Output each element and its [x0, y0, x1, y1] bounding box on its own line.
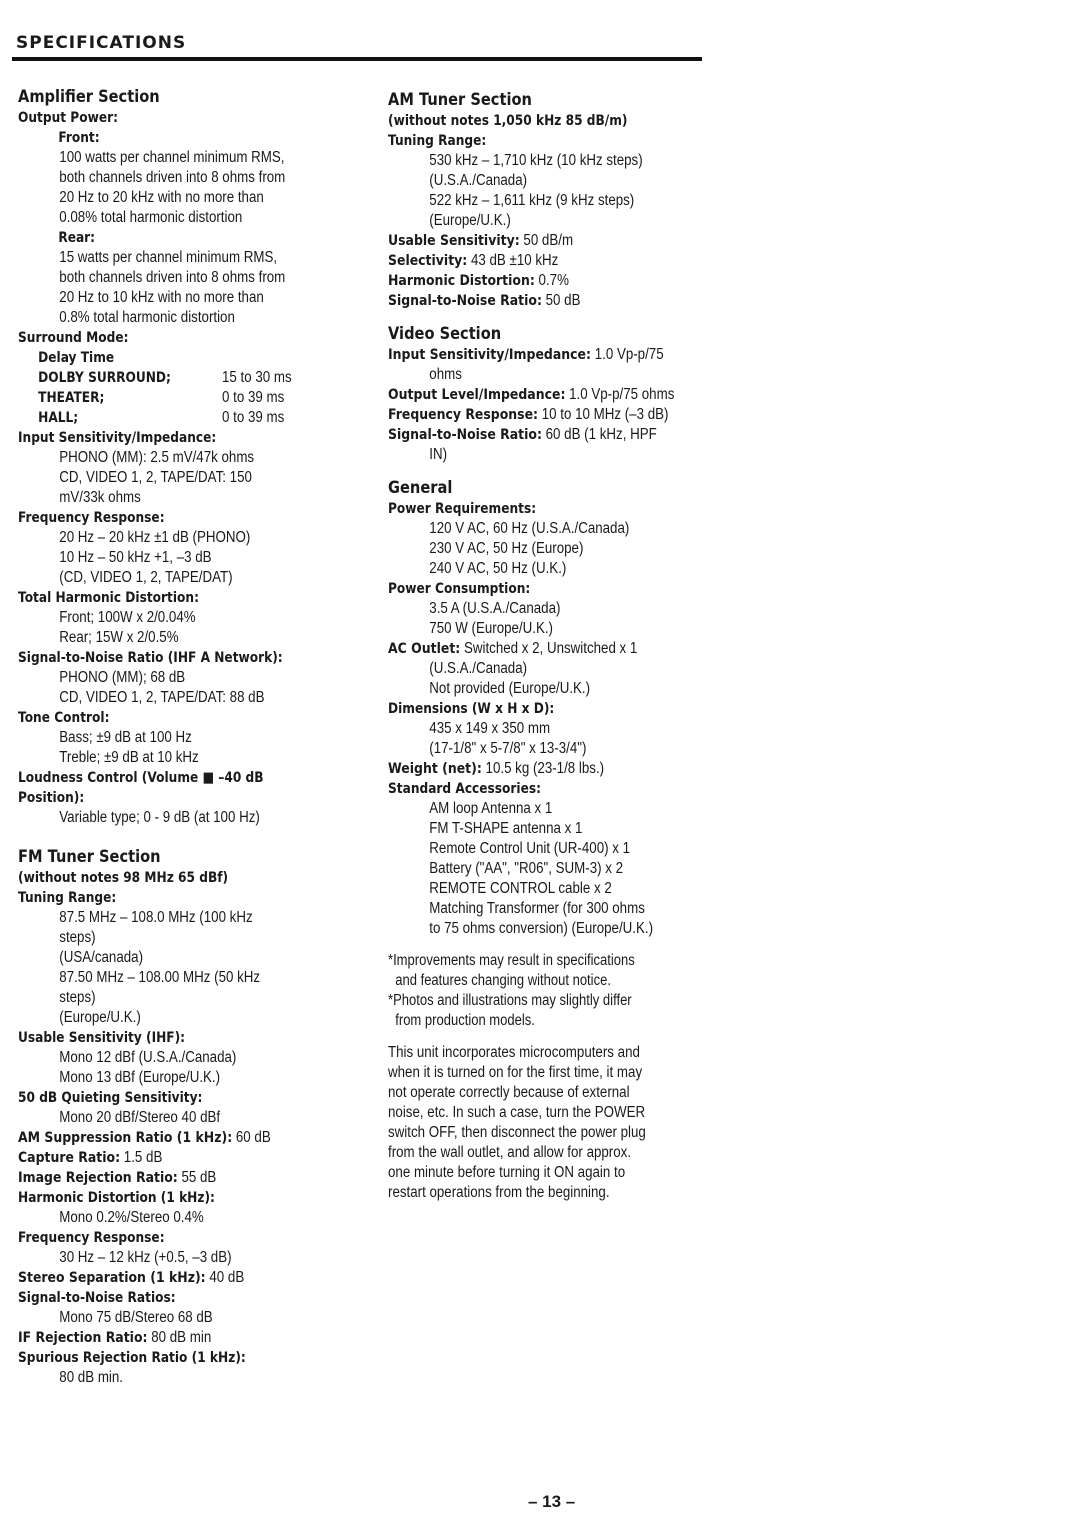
tuning-line: steps): [59, 929, 96, 946]
input-sensitivity-label: Input Sensitivity/Impedance:: [18, 430, 217, 446]
spurious-line: 80 dB min.: [59, 1369, 124, 1386]
input-line: PHONO (MM): 2.5 mV/47k ohms: [59, 449, 255, 466]
tuning-line: 87.5 MHz – 108.0 MHz (100 kHz: [59, 909, 253, 926]
surround-mode-row: [18, 368, 363, 388]
video-input-label: Input Sensitivity/Impedance:: [388, 347, 592, 363]
power-cons-line: 750 W (Europe/U.K.): [429, 620, 553, 637]
mode-value: 0 to 39 ms: [222, 409, 285, 426]
tuning-range-label: Tuning Range:: [18, 890, 117, 906]
am-usable-value: 50 dB/m: [519, 232, 574, 249]
loudness-control-label: Loudness Control (Volume ■ –40 dB: [18, 770, 264, 786]
selectivity-row: [388, 251, 672, 271]
left-column: [18, 86, 363, 1388]
paragraph-line: when it is turned on for the first time, it may: [388, 1064, 643, 1081]
thd-label: Total Harmonic Distortion:: [18, 590, 199, 606]
rear-line: 0.8% total harmonic distortion: [59, 309, 235, 326]
capture-ratio-row: [18, 1148, 315, 1168]
fm-section-title: FM Tuner Section: [18, 847, 161, 867]
page-number: – 13 –: [528, 1492, 576, 1511]
output-power-label: Output Power:: [18, 110, 118, 126]
am-snr-value: 50 dB: [541, 292, 581, 309]
loudness-line: Variable type; 0 - 9 dB (at 100 Hz): [59, 809, 260, 826]
tone-line: Bass; ±9 dB at 100 Hz: [59, 729, 192, 746]
tone-line: Treble; ±9 dB at 10 kHz: [59, 749, 199, 766]
image-rejection-value: 55 dB: [177, 1169, 217, 1186]
thd-line: Rear; 15W x 2/0.5%: [59, 629, 179, 646]
am-usable-label: Usable Sensitivity:: [388, 233, 520, 249]
video-input-value: 1.0 Vp-p/75: [591, 346, 664, 363]
hd-line: Mono 0.2%/Stereo 0.4%: [59, 1209, 204, 1226]
paragraph-line: switch OFF, then disconnect the power plug: [388, 1124, 646, 1141]
selectivity-label: Selectivity:: [388, 253, 468, 269]
am-tuning-line: 530 kHz – 1,710 kHz (10 kHz steps): [429, 152, 643, 169]
mode-value: 15 to 30 ms: [222, 369, 292, 386]
power-req-line: 120 V AC, 60 Hz (U.S.A./Canada): [429, 520, 630, 537]
note-line: and features changing without notice.: [388, 972, 611, 989]
power-req-line: 230 V AC, 50 Hz (Europe): [429, 540, 584, 557]
am-note: (without notes 1,050 kHz 85 dB/m): [388, 113, 628, 129]
if-rejection-label: IF Rejection Ratio:: [18, 1330, 148, 1346]
am-snr-label: Signal-to-Noise Ratio:: [388, 293, 542, 309]
delay-time-label: Delay Time: [38, 350, 115, 366]
fm-frequency-response-label: Frequency Response:: [18, 1230, 165, 1246]
stereo-separation-value: 40 dB: [205, 1269, 245, 1286]
am-hd-value: 0.7%: [534, 272, 569, 289]
ac-line: Not provided (Europe/U.K.): [429, 680, 591, 697]
usable-line: Mono 13 dBf (Europe/U.K.): [59, 1069, 221, 1086]
tuning-line: (Europe/U.K.): [59, 1009, 141, 1026]
if-rejection-row: [18, 1328, 315, 1348]
fm-snr-label: Signal-to-Noise Ratios:: [18, 1290, 176, 1306]
video-freq-label: Frequency Response:: [388, 407, 539, 423]
accessory-line: REMOTE CONTROL cable x 2: [429, 880, 612, 897]
weight-value: 10.5 kg (23-1/8 lbs.): [481, 760, 605, 777]
tuning-line: steps): [59, 989, 96, 1006]
front-line: 0.08% total harmonic distortion: [59, 209, 243, 226]
accessory-line: Matching Transformer (for 300 ohms: [429, 900, 645, 917]
dim-line: (17-1/8" x 5-7/8" x 13-3/4"): [429, 740, 587, 757]
ac-line: (U.S.A./Canada): [429, 660, 528, 677]
note-line: *Photos and illustrations may slightly differ: [388, 992, 632, 1009]
video-snr-label: Signal-to-Noise Ratio:: [388, 427, 542, 443]
video-output-row: [388, 385, 675, 405]
fm-fr-line: 30 Hz – 12 kHz (+0.5, –3 dB): [59, 1249, 232, 1266]
video-snr-value: 60 dB (1 kHz, HPF: [541, 426, 657, 443]
front-label: Front:: [58, 130, 100, 146]
fm-tuner-section: [18, 846, 363, 1388]
am-tuning-line: (Europe/U.K.): [429, 212, 511, 229]
am-suppression-value: 60 dB: [232, 1129, 271, 1146]
harmonic-distortion-label: Harmonic Distortion (1 kHz):: [18, 1190, 215, 1206]
video-section-title: Video Section: [388, 324, 502, 344]
video-freq-value: 10 to 10 MHz (–3 dB): [538, 406, 669, 423]
video-section: [388, 323, 718, 465]
quieting-line: Mono 20 dBf/Stereo 40 dBf: [59, 1109, 221, 1126]
video-freq-row: [388, 405, 672, 425]
am-hd-label: Harmonic Distortion:: [388, 273, 535, 289]
paragraph-line: This unit incorporates microcomputers and: [388, 1044, 640, 1061]
power-consumption-label: Power Consumption:: [388, 581, 531, 597]
tone-control-label: Tone Control:: [18, 710, 110, 726]
am-snr-row: [388, 291, 672, 311]
paragraph-line: not operate correctly because of external: [388, 1084, 630, 1101]
front-line: 20 Hz to 20 kHz with no more than: [59, 189, 264, 206]
accessory-line: to 75 ohms conversion) (Europe/U.K.): [429, 920, 654, 937]
mode-value: 0 to 39 ms: [222, 389, 285, 406]
am-tuner-section: [388, 89, 718, 311]
freq-line: 10 Hz – 50 kHz +1, –3 dB: [59, 549, 212, 566]
image-rejection-row: [18, 1168, 315, 1188]
dimensions-label: Dimensions (W x H x D):: [388, 701, 555, 717]
accessory-line: Remote Control Unit (UR-400) x 1: [429, 840, 631, 857]
usable-sensitivity-label: Usable Sensitivity (IHF):: [18, 1030, 186, 1046]
spurious-rejection-label: Spurious Rejection Ratio (1 kHz):: [18, 1350, 246, 1366]
video-output-value: 1.0 Vp-p/75 ohms: [565, 386, 675, 403]
video-snr-cont: IN): [429, 446, 448, 463]
thd-line: Front; 100W x 2/0.04%: [59, 609, 196, 626]
rear-line: both channels driven into 8 ohms from: [59, 269, 286, 286]
accessory-line: AM loop Antenna x 1: [429, 800, 553, 817]
rear-line: 20 Hz to 10 kHz with no more than: [59, 289, 264, 306]
general-section-title: General: [388, 478, 453, 498]
image-rejection-label: Image Rejection Ratio:: [18, 1170, 178, 1186]
general-section: [388, 477, 718, 939]
am-section-title: AM Tuner Section: [388, 90, 532, 110]
freq-line: (CD, VIDEO 1, 2, TAPE/DAT): [59, 569, 233, 586]
surround-mode-row: [18, 408, 363, 428]
snr-label: Signal-to-Noise Ratio (IHF A Network):: [18, 650, 283, 666]
weight-row: [388, 759, 672, 779]
right-column: [388, 89, 718, 1203]
snr-line: CD, VIDEO 1, 2, TAPE/DAT: 88 dB: [59, 689, 265, 706]
mode-name: THEATER;: [38, 390, 105, 406]
video-snr-row: [388, 425, 672, 445]
tuning-line: (USA/canada): [59, 949, 144, 966]
am-usable-row: [388, 231, 672, 251]
video-input-row: [388, 345, 672, 365]
paragraph-line: noise, etc. In such a case, turn the POWER: [388, 1104, 646, 1121]
am-tuning-line: 522 kHz – 1,611 kHz (9 kHz steps): [429, 192, 635, 209]
front-line: 100 watts per channel minimum RMS,: [59, 149, 285, 166]
loudness-control-label: Position):: [18, 790, 85, 806]
if-rejection-value: 80 dB min: [147, 1329, 212, 1346]
front-line: both channels driven into 8 ohms from: [59, 169, 286, 186]
input-line: mV/33k ohms: [59, 489, 141, 506]
amplifier-section: [18, 86, 363, 828]
surround-mode-label: Surround Mode:: [18, 330, 129, 346]
dim-line: 435 x 149 x 350 mm: [429, 720, 551, 737]
power-requirements-label: Power Requirements:: [388, 501, 537, 517]
amplifier-section-title: Amplifier Section: [18, 87, 160, 107]
selectivity-value: 43 dB ±10 kHz: [467, 252, 559, 269]
am-tuning-range-label: Tuning Range:: [388, 133, 487, 149]
notes: [388, 951, 718, 1031]
stereo-separation-label: Stereo Separation (1 kHz):: [18, 1270, 206, 1286]
mode-name: DOLBY SURROUND;: [38, 370, 171, 386]
note-line: from production models.: [388, 1012, 535, 1029]
title-rule: [12, 57, 702, 61]
stereo-separation-row: [18, 1268, 315, 1288]
weight-label: Weight (net):: [388, 761, 482, 777]
am-suppression-row: [18, 1128, 315, 1148]
tuning-line: 87.50 MHz – 108.00 MHz (50 kHz: [59, 969, 261, 986]
ac-outlet-row: [388, 639, 672, 659]
paragraph-line: one minute before turning it ON again to: [388, 1164, 626, 1181]
video-input-cont: ohms: [429, 366, 462, 383]
power-cons-line: 3.5 A (U.S.A./Canada): [429, 600, 561, 617]
am-suppression-label: AM Suppression Ratio (1 kHz):: [18, 1130, 233, 1146]
quieting-sensitivity-label: 50 dB Quieting Sensitivity:: [18, 1090, 203, 1106]
note-line: *Improvements may result in specifications: [388, 952, 635, 969]
snr-line: PHONO (MM); 68 dB: [59, 669, 186, 686]
am-hd-row: [388, 271, 672, 291]
accessory-line: FM T-SHAPE antenna x 1: [429, 820, 583, 837]
power-req-line: 240 V AC, 50 Hz (U.K.): [429, 560, 567, 577]
ac-outlet-value: Switched x 2, Unswitched x 1: [460, 640, 638, 657]
input-line: CD, VIDEO 1, 2, TAPE/DAT: 150: [59, 469, 252, 486]
operation-paragraph: [388, 1043, 718, 1203]
usable-line: Mono 12 dBf (U.S.A./Canada): [59, 1049, 237, 1066]
video-output-label: Output Level/Impedance:: [388, 387, 566, 403]
accessories-label: Standard Accessories:: [388, 781, 541, 797]
paragraph-line: from the wall outlet, and allow for approx.: [388, 1144, 632, 1161]
surround-mode-row: [18, 388, 363, 408]
am-tuning-line: (U.S.A./Canada): [429, 172, 528, 189]
page-title: SPECIFICATIONS: [16, 33, 187, 53]
capture-ratio-value: 1.5 dB: [120, 1149, 163, 1166]
accessory-line: Battery ("AA", "R06", SUM-3) x 2: [429, 860, 624, 877]
paragraph-line: restart operations from the beginning.: [388, 1184, 610, 1201]
rear-label: Rear:: [58, 230, 96, 246]
freq-line: 20 Hz – 20 kHz ±1 dB (PHONO): [59, 529, 251, 546]
fm-snr-line: Mono 75 dB/Stereo 68 dB: [59, 1309, 213, 1326]
fm-note: (without notes 98 MHz 65 dBf): [18, 870, 229, 886]
capture-ratio-label: Capture Ratio:: [18, 1150, 121, 1166]
frequency-response-label: Frequency Response:: [18, 510, 165, 526]
rear-line: 15 watts per channel minimum RMS,: [59, 249, 278, 266]
ac-outlet-label: AC Outlet:: [388, 641, 461, 657]
mode-name: HALL;: [38, 410, 79, 426]
